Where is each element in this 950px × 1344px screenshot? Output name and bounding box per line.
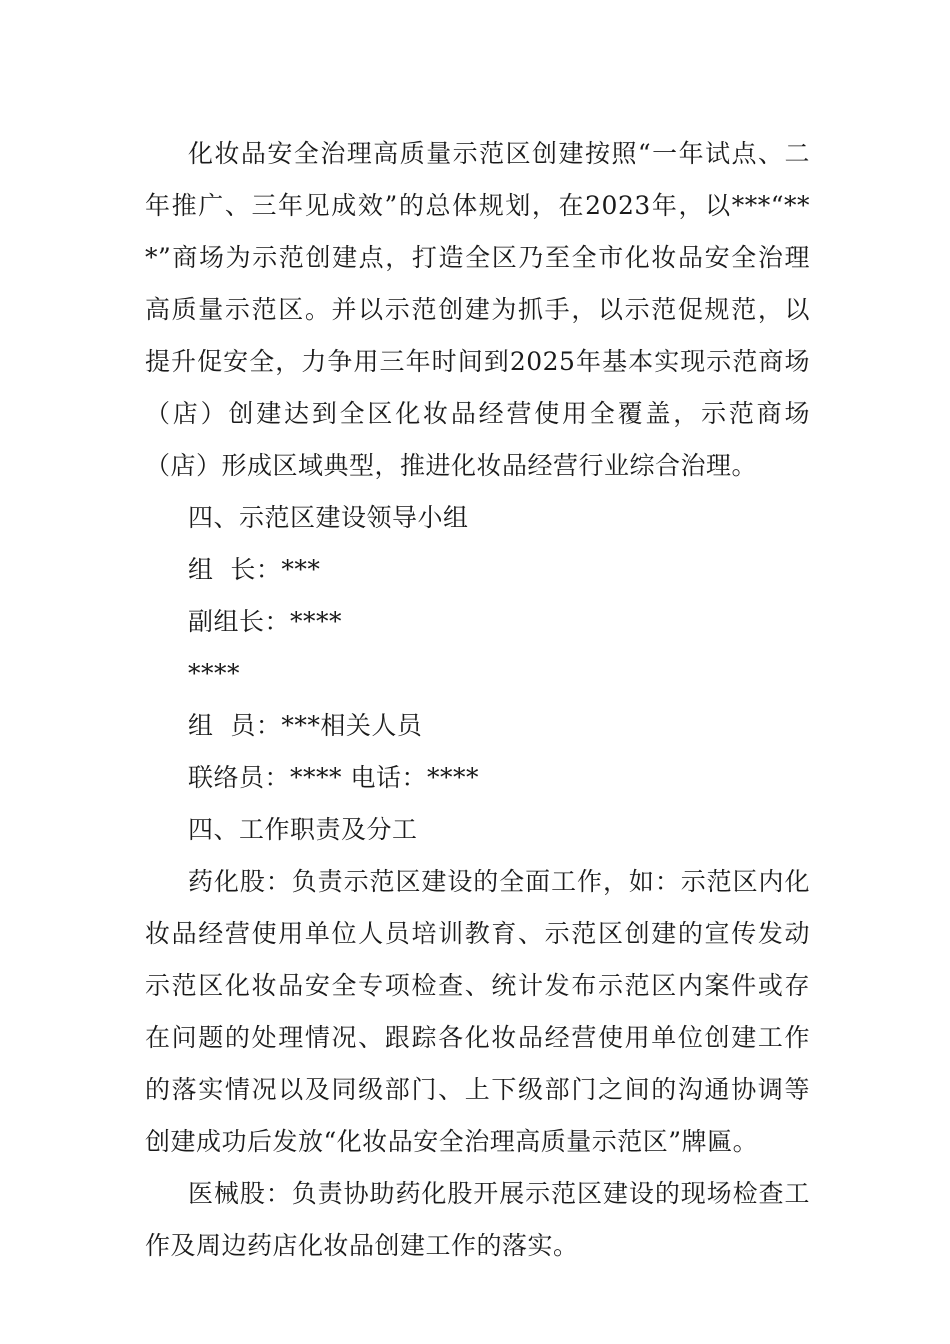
members-line: 组 员：***相关人员 bbox=[188, 711, 423, 740]
document-page bbox=[145, 128, 810, 1272]
liaison-line: 联络员：**** 电话：**** bbox=[188, 763, 479, 792]
pharma-line-1: 药化股：负责示范区建设的全面工作，如：示范区内化 bbox=[188, 867, 810, 896]
intro-line-2: 年推广、三年见成效”的总体规划，在2023年，以***“** bbox=[145, 191, 810, 220]
intro-line-6: （店）创建达到全区化妆品经营使用全覆盖，示范商场 bbox=[145, 399, 810, 428]
pharma-line-2: 妆品经营使用单位人员培训教育、示范区创建的宣传发动 bbox=[145, 919, 810, 948]
deputy-line: 副组长：**** bbox=[188, 607, 343, 636]
pharma-line-3: 示范区化妆品安全专项检查、统计发布示范区内案件或存 bbox=[145, 971, 810, 1000]
intro-line-4: 高质量示范区。并以示范创建为抓手，以示范促规范，以 bbox=[145, 295, 810, 324]
pharma-line-5: 的落实情况以及同级部门、上下级部门之间的沟通协调等 bbox=[145, 1075, 810, 1104]
intro-line-7: （店）形成区域典型，推进化妆品经营行业综合治理。 bbox=[145, 451, 758, 480]
pharma-line-4: 在问题的处理情况、跟踪各化妆品经营使用单位创建工作 bbox=[145, 1023, 810, 1052]
device-line-2: 作及周边药店化妆品创建工作的落实。 bbox=[145, 1231, 579, 1260]
pharma-line-6: 创建成功后发放“化妆品安全治理高质量示范区”牌匾。 bbox=[145, 1127, 759, 1156]
device-line-1: 医械股：负责协助药化股开展示范区建设的现场检查工 bbox=[188, 1179, 810, 1208]
intro-line-1: 化妆品安全治理高质量示范区创建按照“一年试点、二 bbox=[188, 139, 810, 168]
leadership-heading: 四、示范区建设领导小组 bbox=[188, 503, 469, 532]
intro-line-3: *”商场为示范创建点，打造全区乃至全市化妆品安全治理 bbox=[145, 243, 810, 272]
leader-line: 组 长：*** bbox=[188, 555, 321, 584]
deputy-extra-line: **** bbox=[188, 659, 240, 688]
intro-line-5: 提升促安全，力争用三年时间到2025年基本实现示范商场 bbox=[145, 347, 810, 376]
duties-heading: 四、工作职责及分工 bbox=[188, 815, 418, 844]
